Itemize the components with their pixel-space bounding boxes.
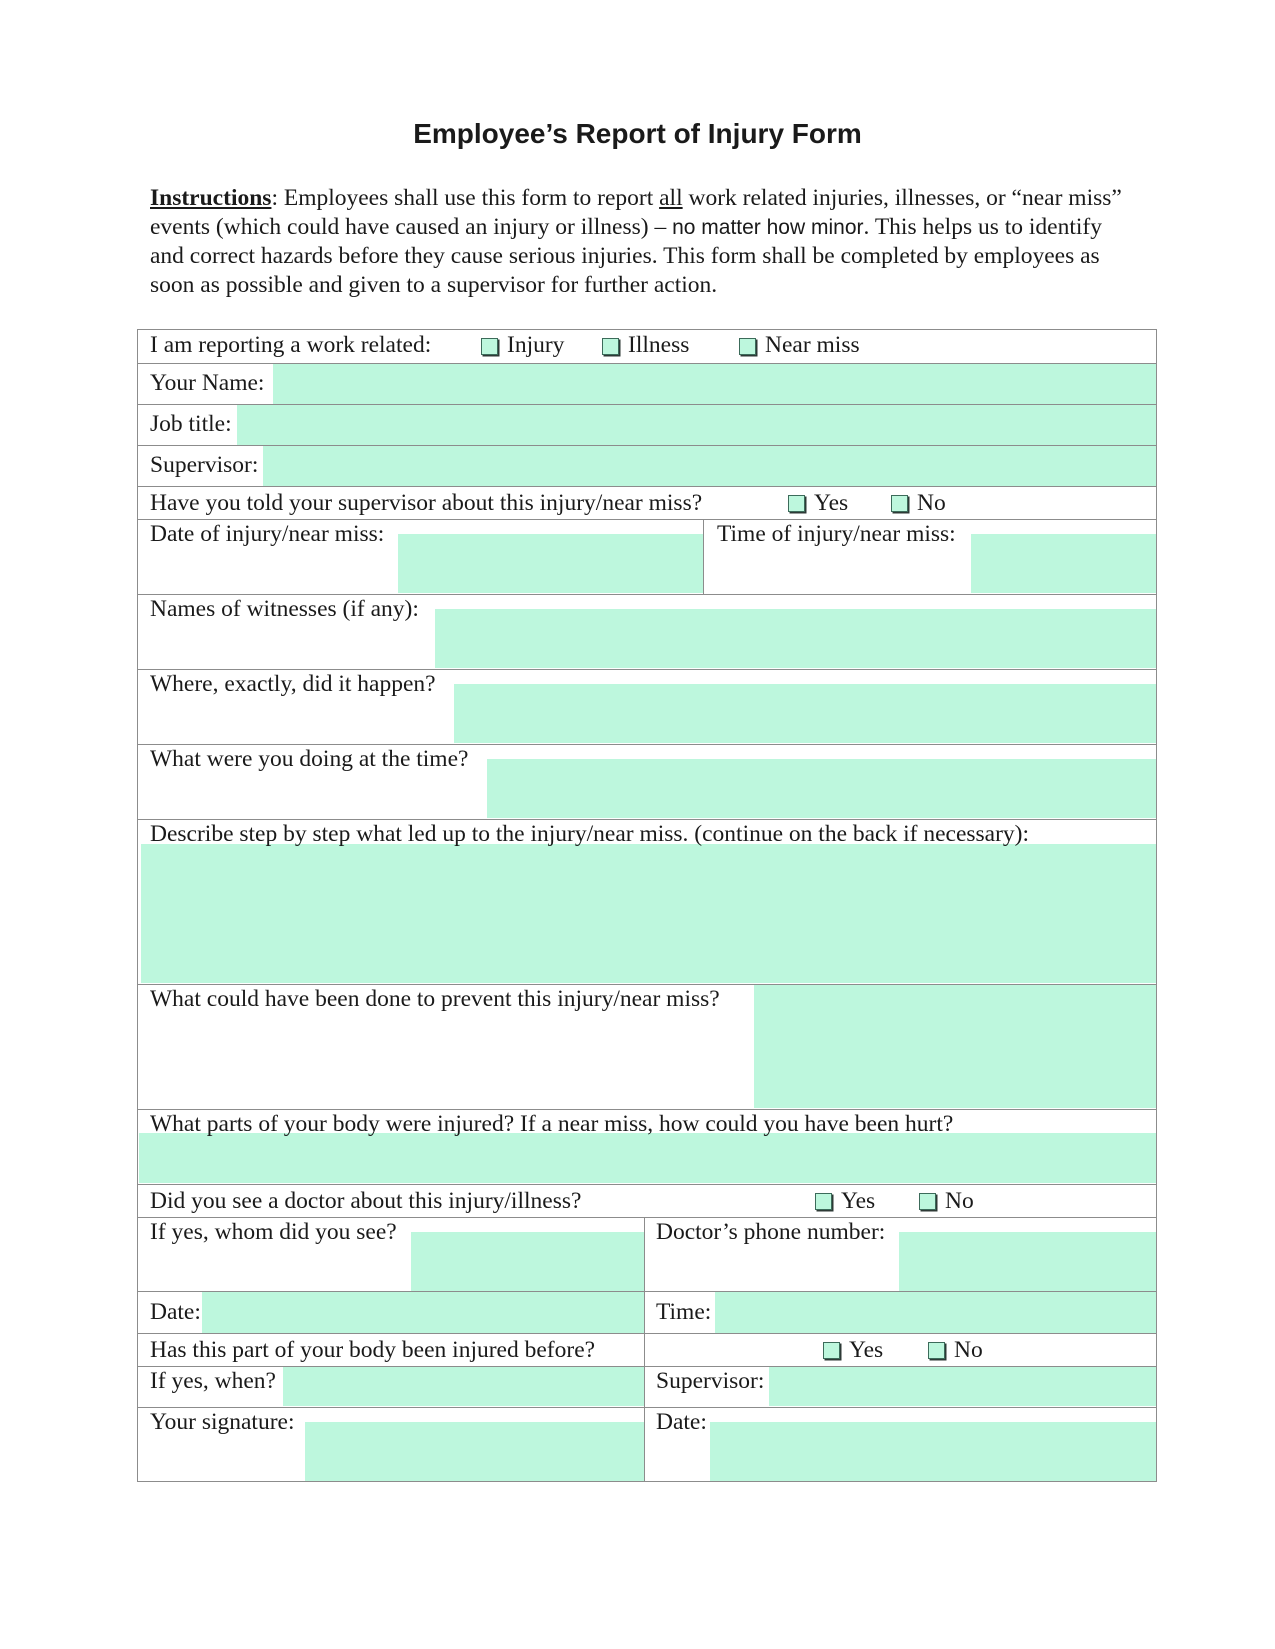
when-label: If yes, when? (150, 1368, 276, 1394)
supervisor-field[interactable] (263, 446, 1157, 486)
injury-report-form (137, 329, 1157, 1482)
saw-doctor-yes-label: Yes (841, 1188, 876, 1214)
told-supervisor-yes-label: Yes (814, 490, 849, 516)
row-divider (137, 363, 1157, 364)
date-of-injury-field[interactable] (398, 534, 704, 593)
instructions-text-2: work related injuries, illnesses, or “near miss” events (which could have caused an injury or illness) – (150, 185, 1122, 240)
describe-field[interactable] (141, 844, 1157, 983)
row-divider (137, 1109, 1157, 1110)
doing-field[interactable] (487, 759, 1157, 818)
near-miss-option-label: Near miss (765, 332, 860, 358)
near-miss-checkbox[interactable] (739, 338, 756, 355)
prevent-field[interactable] (754, 985, 1157, 1108)
row-divider (137, 819, 1157, 820)
row-divider (137, 1184, 1157, 1185)
told-supervisor-no-label: No (917, 490, 946, 516)
body-parts-field[interactable] (139, 1133, 1157, 1183)
injured-before-no-label: No (954, 1337, 983, 1363)
signature-date-label: Date: (656, 1409, 707, 1435)
saw-doctor-no-label: No (945, 1188, 974, 1214)
instructions-emphasis: no matter how minor (672, 215, 864, 239)
instructions-text-1: Employees shall use this form to report (277, 185, 660, 211)
row-divider (137, 519, 1157, 520)
instructions-colon: : (271, 185, 278, 211)
doctor-time-label: Time: (656, 1299, 712, 1325)
told-supervisor-label: Have you told your supervisor about this injury/near miss? (150, 490, 703, 516)
whom-label: If yes, whom did you see? (150, 1219, 397, 1245)
row-divider (137, 1366, 1157, 1367)
prevent-label: What could have been done to prevent this injury/near miss? (150, 986, 720, 1012)
saw-doctor-no-checkbox[interactable] (919, 1193, 936, 1210)
date-of-injury-label: Date of injury/near miss: (150, 521, 385, 547)
where-label: Where, exactly, did it happen? (150, 671, 436, 697)
doctor-phone-field[interactable] (899, 1232, 1157, 1291)
time-of-injury-label: Time of injury/near miss: (717, 521, 956, 547)
row-divider (137, 445, 1157, 446)
witnesses-label: Names of witnesses (if any): (150, 596, 419, 622)
job-title-field[interactable] (237, 405, 1157, 445)
job-title-label: Job title: (150, 411, 232, 437)
row-divider (137, 486, 1157, 487)
instructions-text-3: . This helps us to identify and correct hazards before they cause serious injuries. This form shall be completed by employees as soon as possible and given to a supervisor for further action. (150, 213, 1102, 298)
row-divider (137, 984, 1157, 985)
doctor-date-field[interactable] (202, 1292, 644, 1333)
prev-supervisor-label: Supervisor: (656, 1368, 765, 1394)
page-title: Employee’s Report of Injury Form (413, 118, 862, 149)
row-divider (137, 669, 1157, 670)
column-divider (644, 1218, 645, 1366)
instructions-label: Instructions (150, 185, 272, 211)
where-field[interactable] (454, 684, 1157, 743)
doctor-date-label: Date: (150, 1299, 201, 1325)
signature-label: Your signature: (150, 1409, 295, 1435)
instructions (150, 184, 1130, 299)
instructions-all: all (659, 185, 683, 211)
when-field[interactable] (283, 1366, 644, 1406)
row-divider (137, 404, 1157, 405)
signature-field[interactable] (305, 1422, 644, 1482)
supervisor-label: Supervisor: (150, 452, 259, 478)
injured-before-yes-checkbox[interactable] (823, 1342, 840, 1359)
saw-doctor-yes-checkbox[interactable] (815, 1193, 832, 1210)
injured-before-label: Has this part of your body been injured before? (150, 1337, 596, 1363)
illness-option-label: Illness (628, 332, 690, 358)
saw-doctor-label: Did you see a doctor about this injury/illness? (150, 1188, 582, 1214)
row-divider (137, 1291, 1157, 1292)
describe-label: Describe step by step what led up to the injury/near miss. (continue on the back if necessary): (150, 821, 1030, 847)
report-type-label: I am reporting a work related: (150, 332, 432, 358)
whom-field[interactable] (411, 1232, 644, 1291)
form-border-top (137, 329, 1157, 330)
column-divider (703, 520, 704, 594)
told-supervisor-yes-checkbox[interactable] (788, 495, 805, 512)
row-divider (137, 1333, 1157, 1334)
form-border-left (137, 329, 138, 1482)
injury-option-label: Injury (507, 332, 565, 358)
doctor-phone-label: Doctor’s phone number: (656, 1219, 886, 1245)
your-name-label: Your Name: (150, 370, 265, 396)
witnesses-field[interactable] (435, 609, 1157, 668)
prev-supervisor-field[interactable] (769, 1366, 1157, 1406)
column-divider (644, 1367, 645, 1482)
body-parts-label: What parts of your body were injured? If a near miss, how could you have been hurt? (150, 1111, 954, 1137)
injured-before-yes-label: Yes (849, 1337, 884, 1363)
form-border-right (1156, 329, 1157, 1482)
row-divider (137, 1407, 1157, 1408)
illness-checkbox[interactable] (602, 338, 619, 355)
signature-date-field[interactable] (710, 1422, 1157, 1482)
doctor-time-field[interactable] (715, 1292, 1157, 1333)
row-divider (137, 594, 1157, 595)
injured-before-no-checkbox[interactable] (928, 1342, 945, 1359)
row-divider (137, 1217, 1157, 1218)
your-name-field[interactable] (273, 364, 1157, 404)
row-divider (137, 744, 1157, 745)
doing-label: What were you doing at the time? (150, 746, 469, 772)
time-of-injury-field[interactable] (971, 534, 1157, 593)
form-border-bottom (137, 1481, 1157, 1482)
injury-checkbox[interactable] (481, 338, 498, 355)
told-supervisor-no-checkbox[interactable] (891, 495, 908, 512)
